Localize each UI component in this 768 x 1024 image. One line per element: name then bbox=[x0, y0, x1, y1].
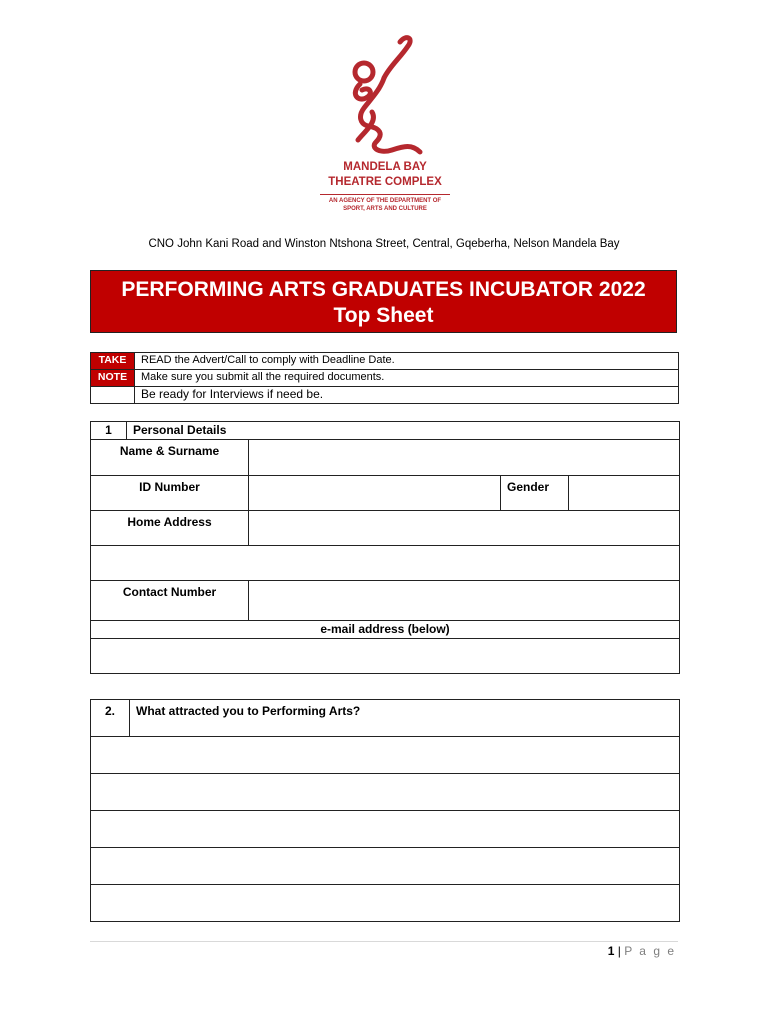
take-note-tag: TAKE bbox=[91, 353, 135, 370]
take-note-tag: NOTE bbox=[91, 370, 135, 387]
gender-label: Gender bbox=[501, 476, 569, 511]
answer-line[interactable] bbox=[91, 848, 680, 885]
dancer-logo-icon bbox=[300, 28, 470, 163]
contact-field[interactable] bbox=[249, 581, 680, 621]
note-row bbox=[91, 387, 679, 404]
address-field[interactable] bbox=[249, 511, 680, 546]
performing-arts-question-table bbox=[90, 699, 680, 922]
question-text: What attracted you to Performing Arts? bbox=[130, 700, 680, 737]
take-note-table bbox=[90, 352, 679, 404]
address-label: Home Address bbox=[91, 511, 249, 546]
logo-line3: AN AGENCY OF THE DEPARTMENT OF bbox=[328, 198, 442, 204]
name-field[interactable] bbox=[249, 440, 680, 476]
form-subtitle: Top Sheet bbox=[333, 304, 434, 327]
email-label: e-mail address (below) bbox=[91, 621, 680, 639]
answer-line[interactable] bbox=[91, 811, 680, 848]
footer-divider bbox=[90, 941, 678, 942]
answer-line[interactable] bbox=[91, 737, 680, 774]
title-banner bbox=[90, 270, 677, 333]
form-title: PERFORMING ARTS GRADUATES INCUBATOR 2022 bbox=[121, 278, 646, 301]
name-label: Name & Surname bbox=[91, 440, 249, 476]
note-row bbox=[91, 353, 679, 370]
note-item: READ the Advert/Call to comply with Deadline Date. bbox=[135, 353, 679, 370]
section-number: 2. bbox=[91, 700, 130, 737]
gender-field[interactable] bbox=[569, 476, 680, 511]
answer-line[interactable] bbox=[91, 774, 680, 811]
section-title: Personal Details bbox=[127, 422, 680, 440]
footer-separator: | bbox=[617, 944, 621, 958]
logo-line1: MANDELA BAY bbox=[343, 161, 427, 173]
note-row bbox=[91, 370, 679, 387]
address-field-line2[interactable] bbox=[91, 546, 680, 581]
page-number: 1 bbox=[607, 944, 615, 958]
personal-details-table bbox=[90, 421, 680, 674]
note-item: Make sure you submit all the required documents. bbox=[135, 370, 679, 387]
id-field[interactable] bbox=[249, 476, 501, 511]
section-number: 1 bbox=[91, 422, 127, 440]
note-empty-cell bbox=[91, 387, 135, 404]
contact-label: Contact Number bbox=[91, 581, 249, 621]
theatre-logo bbox=[300, 28, 470, 218]
venue-address: CNO John Kani Road and Winston Ntshona Street, Central, Gqeberha, Nelson Mandela Bay bbox=[148, 238, 620, 250]
answer-line[interactable] bbox=[91, 885, 680, 922]
note-item: Be ready for Interviews if need be. bbox=[135, 387, 679, 404]
page-label: P a g e bbox=[624, 944, 676, 958]
logo-line4: SPORT, ARTS AND CULTURE bbox=[343, 206, 427, 212]
id-label: ID Number bbox=[91, 476, 249, 511]
email-field[interactable] bbox=[91, 639, 680, 674]
page-footer bbox=[560, 944, 676, 958]
logo-line2: THEATRE COMPLEX bbox=[328, 176, 442, 188]
